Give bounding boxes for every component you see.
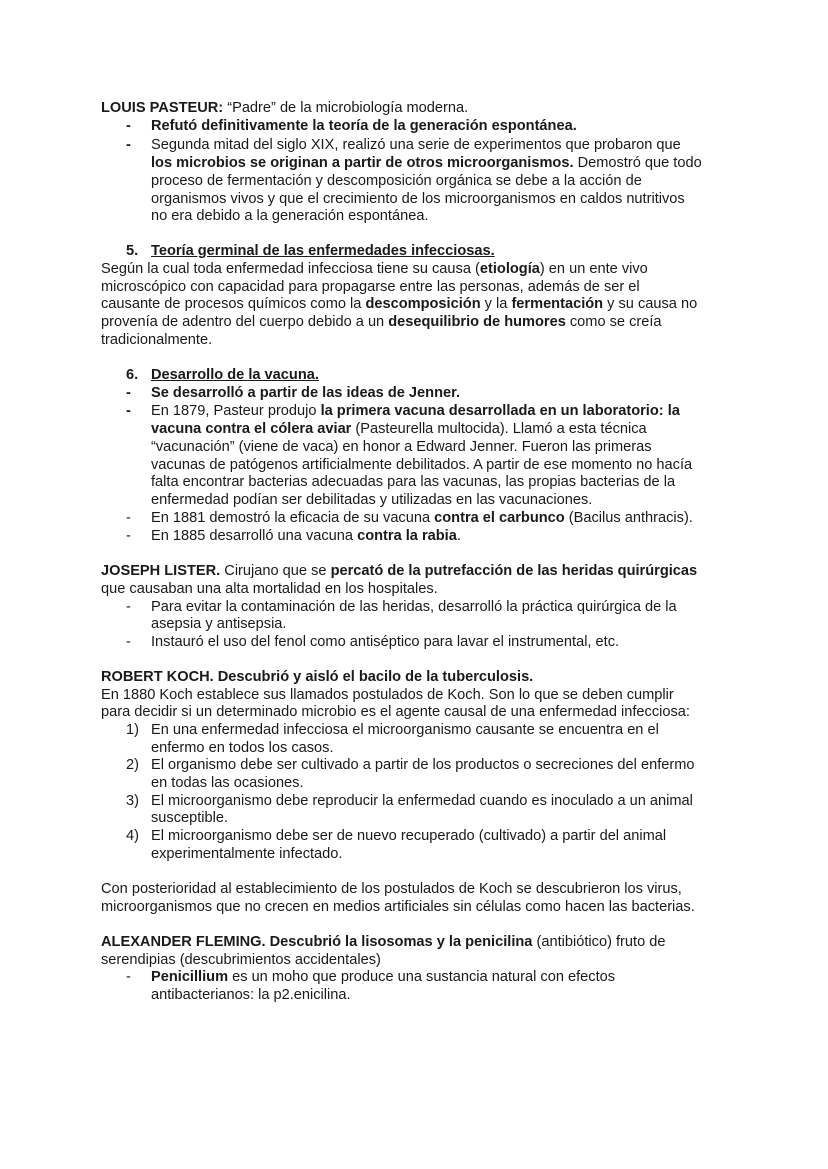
fleming-bullet-1-line-1 bbox=[151, 968, 615, 986]
koch-line-1: En 1880 Koch establece sus llamados postulados de Koch. Son lo que se deben cumplir bbox=[101, 687, 674, 703]
germ-line-5: tradicionalmente. bbox=[101, 332, 213, 348]
vaccine-bold: contra la rabia bbox=[357, 528, 457, 544]
bullet-dash: - bbox=[126, 599, 131, 615]
koch-title: ROBERT KOCH. Descubrió y aisló el bacilo de la tuberculosis. bbox=[101, 669, 534, 685]
postulate-number: 1) bbox=[126, 722, 139, 738]
koch-postulate-3-line-2: susceptible. bbox=[151, 810, 229, 826]
vaccine-bullet-2-line-4: vacunas de patógenos artificialmente debilitados. A partir de ese momento no hacía bbox=[151, 457, 693, 473]
vaccine-bullet-1: Se desarrolló a partir de las ideas de Jenner. bbox=[151, 385, 461, 401]
germ-line-4 bbox=[101, 313, 662, 331]
vaccine-text: En 1881 demostró la eficacia de su vacuna bbox=[151, 510, 435, 526]
germ-text: como se creía bbox=[565, 314, 662, 330]
pasteur-title-rest: “Padre” de la microbiología moderna. bbox=[223, 100, 469, 116]
koch-after-line-1: Con posterioridad al establecimiento de los postulados de Koch se descubrieron los virus, bbox=[101, 881, 682, 897]
koch-after-line-2: microorganismos que no crecen en medios artificiales sin células como hacen las bacterias. bbox=[101, 899, 695, 915]
lister-bold: percató de la putrefacción de las heridas quirúrgicas bbox=[330, 563, 698, 579]
koch-postulate-2-line-1: El organismo debe ser cultivado a partir de los productos o secreciones del enfermo bbox=[151, 757, 695, 773]
bullet-dash: - bbox=[126, 634, 131, 650]
germ-text: Según la cual toda enfermedad infecciosa tiene su causa ( bbox=[101, 261, 480, 277]
vaccine-bold: la primera vacuna desarrollada en un laboratorio: la bbox=[320, 403, 680, 419]
pasteur-bullet-2-line-5: no era debido a la generación espontánea. bbox=[151, 208, 429, 224]
koch-postulate-1-line-1: En una enfermedad infecciosa el microorganismo causante se encuentra en el bbox=[151, 722, 659, 738]
germ-line-1 bbox=[101, 260, 648, 278]
vaccine-bullet-2-line-5: falta encontrar bacterias adecuadas para las vacunas, las propias bacterias de la bbox=[151, 474, 676, 490]
postulate-number: 4) bbox=[126, 828, 139, 844]
bullet-dash: - bbox=[126, 969, 131, 985]
pasteur-intro bbox=[101, 99, 468, 117]
vaccine-bold: contra el carbunco bbox=[434, 510, 565, 526]
vaccine-bullet-2-line-2 bbox=[151, 420, 647, 438]
koch-postulate-3-line-1: El microorganismo debe reproducir la enfermedad cuando es inoculado a un animal bbox=[151, 793, 693, 809]
bullet-dash: - bbox=[126, 403, 131, 419]
germ-line-2: microscópico con capacidad para propagarse entre las personas, además de ser el bbox=[101, 279, 640, 295]
koch-postulate-2-line-2: en todas las ocasiones. bbox=[151, 775, 304, 791]
section-number: 6. bbox=[126, 367, 139, 383]
germ-bold: desequilibrio de humores bbox=[388, 314, 566, 330]
vaccine-bullet-4 bbox=[151, 527, 461, 545]
vaccine-bold: vacuna contra el cólera aviar bbox=[151, 421, 352, 437]
lister-line-1 bbox=[101, 562, 697, 580]
bullet-dash: - bbox=[126, 118, 131, 134]
pasteur-title: LOUIS PASTEUR: bbox=[101, 100, 224, 116]
vaccine-text: . bbox=[456, 528, 461, 544]
lister-text: Cirujano que se bbox=[220, 563, 331, 579]
germ-bold: etiología bbox=[479, 261, 540, 277]
vaccine-bullet-3 bbox=[151, 509, 693, 527]
pasteur-bullet-2-line-4: organismos vivos y que el crecimiento de los microorganismos en caldos nutritivos bbox=[151, 191, 685, 207]
postulate-number: 3) bbox=[126, 793, 139, 809]
vaccine-bullet-2-line-6: enfermedad podían ser debilitadas y utilizadas en las vacunaciones. bbox=[151, 492, 593, 508]
vaccine-bullet-2-line-3: “vacunación” (viene de vaca) en honor a Edward Jenner. Fueron las primeras bbox=[151, 439, 652, 455]
lister-line-2: que causaban una alta mortalidad en los hospitales. bbox=[101, 581, 438, 597]
koch-postulate-1-line-2: enfermo en todos los casos. bbox=[151, 740, 334, 756]
fleming-title: ALEXANDER FLEMING. Descubrió la lisosomas y la penicilina bbox=[101, 934, 533, 950]
vaccine-heading: Desarrollo de la vacuna. bbox=[151, 367, 319, 383]
postulate-number: 2) bbox=[126, 757, 139, 773]
koch-postulate-4-line-1: El microorganismo debe ser de nuevo recuperado (cultivado) a partir del animal bbox=[151, 828, 667, 844]
germ-text: provenía de adentro del cuerpo debido a un bbox=[101, 314, 389, 330]
vaccine-bullet-2-line-1 bbox=[151, 402, 680, 420]
fleming-text: es un moho que produce una sustancia natural con efectos bbox=[228, 969, 616, 985]
bullet-dash: - bbox=[126, 528, 131, 544]
lister-title: JOSEPH LISTER. bbox=[101, 563, 221, 579]
bullet-dash: - bbox=[126, 137, 131, 153]
fleming-line-1 bbox=[101, 933, 665, 951]
vaccine-text: (Pasteurella multocida). Llamó a esta técnica bbox=[351, 421, 647, 437]
pasteur-bullet-2-line-3: proceso de fermentación y descomposición orgánica se debe a la acción de bbox=[151, 173, 642, 189]
bullet-dash: - bbox=[126, 510, 131, 526]
germ-text: causante de procesos químicos como la bbox=[101, 296, 366, 312]
koch-line-2: para decidir si un determinado microbio es el agente causal de una enfermedad infecciosa: bbox=[101, 704, 690, 720]
vaccine-text: (Bacilus anthracis). bbox=[564, 510, 693, 526]
koch-postulate-4-line-2: experimentalmente infectado. bbox=[151, 846, 343, 862]
pasteur-bullet-1: Refutó definitivamente la teoría de la generación espontánea. bbox=[151, 118, 577, 134]
pasteur-bold-claim: los microbios se originan a partir de otros microorganismos. bbox=[151, 155, 574, 171]
germ-bold: descomposición bbox=[365, 296, 481, 312]
fleming-bullet-1-line-2: antibacterianos: la p2.enicilina. bbox=[151, 987, 351, 1003]
fleming-line-2: serendipias (descubrimientos accidentales) bbox=[101, 952, 381, 968]
germ-bold: fermentación bbox=[511, 296, 604, 312]
lister-bullet-1-line-2: asepsia y antisepsia. bbox=[151, 616, 287, 632]
fleming-text: (antibiótico) fruto de bbox=[532, 934, 666, 950]
germ-text: ) en un ente vivo bbox=[539, 261, 648, 277]
fleming-bold: Penicillium bbox=[151, 969, 229, 985]
germ-theory-heading: Teoría germinal de las enfermedades infecciosas. bbox=[151, 243, 495, 259]
germ-line-3 bbox=[101, 295, 697, 313]
germ-text: y la bbox=[480, 296, 512, 312]
pasteur-text: Demostró que todo bbox=[573, 155, 702, 171]
pasteur-bullet-2-line-1: Segunda mitad del siglo XIX, realizó una serie de experimentos que probaron que bbox=[151, 137, 681, 153]
lister-bullet-1-line-1: Para evitar la contaminación de las heridas, desarrolló la práctica quirúrgica de la bbox=[151, 599, 677, 615]
vaccine-text: En 1879, Pasteur produjo bbox=[151, 403, 321, 419]
section-number: 5. bbox=[126, 243, 139, 259]
bullet-dash: - bbox=[126, 385, 131, 401]
lister-bullet-2: Instauró el uso del fenol como antiséptico para lavar el instrumental, etc. bbox=[151, 634, 620, 650]
germ-text: y su causa no bbox=[603, 296, 698, 312]
pasteur-bullet-2-line-2 bbox=[151, 154, 702, 172]
vaccine-text: En 1885 desarrolló una vacuna bbox=[151, 528, 358, 544]
